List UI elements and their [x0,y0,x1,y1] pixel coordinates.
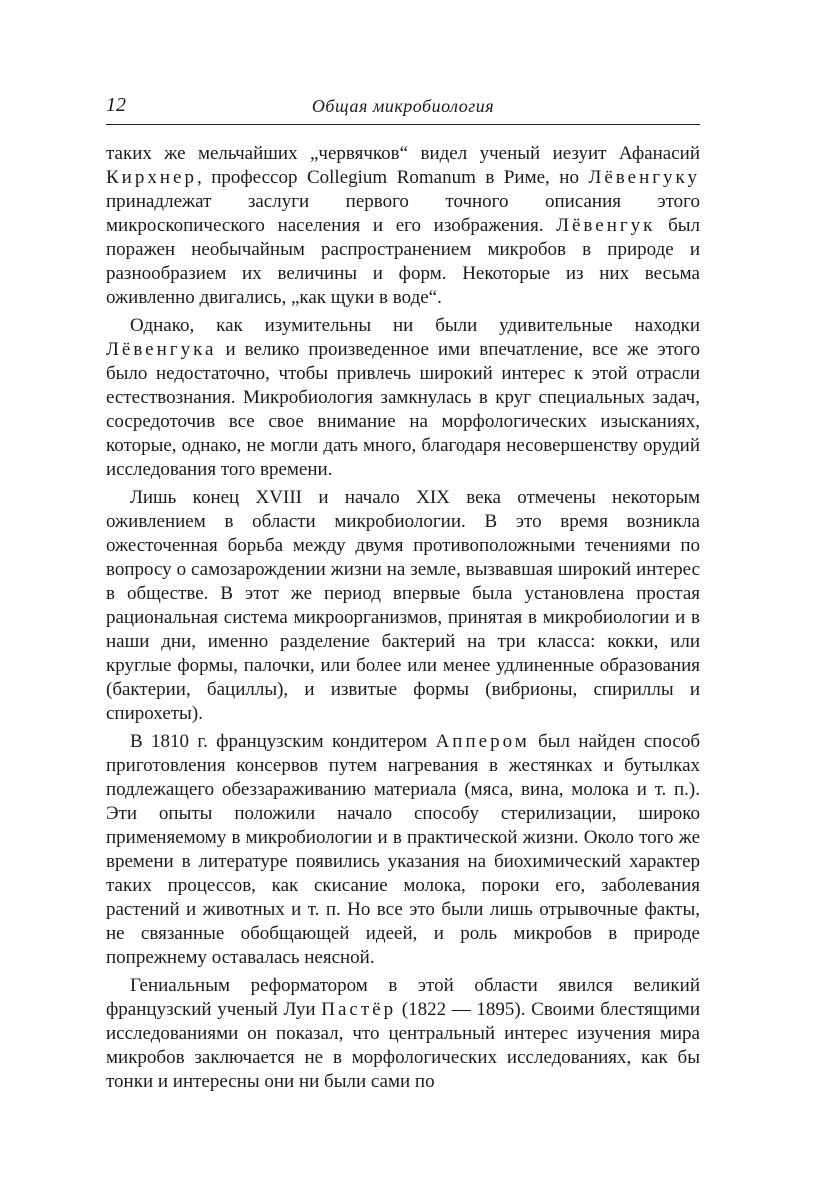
text-run: В 1810 г. французским кондитером [130,731,436,752]
text-run: был поражен необычайным распространением микробов в природе и разнообразием их величины и форм. Некоторые из них весьма оживленно двигались, „как щуки в воде“. [106,215,700,308]
paragraph [106,486,700,726]
text-run: , профессор Collegium Romanum в Риме, но [196,167,589,188]
text-run: (1822 — 1895). Своими блестящими исследованиями он показал, что центральный интерес изучения мира микробов заключается не в морфологических исследованиях, как бы тонки и интересны они ни были сами по [106,999,700,1092]
paragraph [106,974,700,1094]
running-title: Общая микробиология [311,96,495,116]
spaced-name: Аппером [435,731,530,752]
header-rule [106,124,700,125]
page-header [106,92,700,122]
text-run: Однако, как изумительны ни были удивительные находки [130,315,700,336]
body-text [106,142,700,1092]
spaced-name: Лёвенгуку [588,167,700,188]
spaced-name: Пастёр [321,999,397,1020]
paragraph [106,730,700,970]
spaced-name: Кирхнер [106,167,197,188]
text-run: Гениальным реформатором в этой области явился великий французский ученый Луи [106,975,700,1020]
text-run: был найден способ приготовления консервов путем нагревания в жестянках и бутылках подлежащего обеззараживанию материала (мяса, вина, молока и т. п.). Эти опыты положили начало способу стерилизации, широко применяемому в микробиологии и в практической жизни. Около того же времени в литературе появились указания на биохимический характер таких процессов, как скисание молока, пороки его, заболевания растений и животных и т. п. Но все это были лишь отрывочные факты, не связанные обобщающей идеей, и роль микробов в природе попрежнему оставалась неясной. [106,731,700,968]
text-run: и велико произведенное ими впечатление, все же этого было недостаточно, чтобы привлечь широкий интерес к этой отрасли естествознания. Микробиология замкнулась в круг специальных задач, сосредоточив все свое внимание на морфологических изысканиях, которые, однако, не могли дать много, благодаря несовершенству орудий исследования того времени. [106,339,700,480]
page-number: 12 [106,94,126,116]
paragraph [106,142,700,310]
text-run: Лишь конец XVIII и начало XIX века отмечены некоторым оживлением в области микробиологии. В это время возникла ожесточенная борьба между двумя противоположными течениями по вопросу о самозарождении жизни на земле, вызвавшая широкий интерес в обществе. В этот же период впервые была установлена простая рациональная система микроорганизмов, принятая в микробиологии и в наши дни, именно разделение бактерий на три класса: кокки, или круглые формы, палочки, или более или менее удлиненные образования (бактерии, бациллы), и извитые формы (вибрионы, спириллы и спирохеты). [106,487,700,724]
text-run: таких же мельчайших „червячков“ видел ученый иезуит Афанасий [106,143,700,164]
spaced-name: Лёвенгук [556,215,656,236]
paragraph [106,314,700,482]
spaced-name: Лёвенгука [106,339,217,360]
text-run: принадлежат заслуги первого точного описания этого микроскопического населения и его изображения. [106,191,700,236]
